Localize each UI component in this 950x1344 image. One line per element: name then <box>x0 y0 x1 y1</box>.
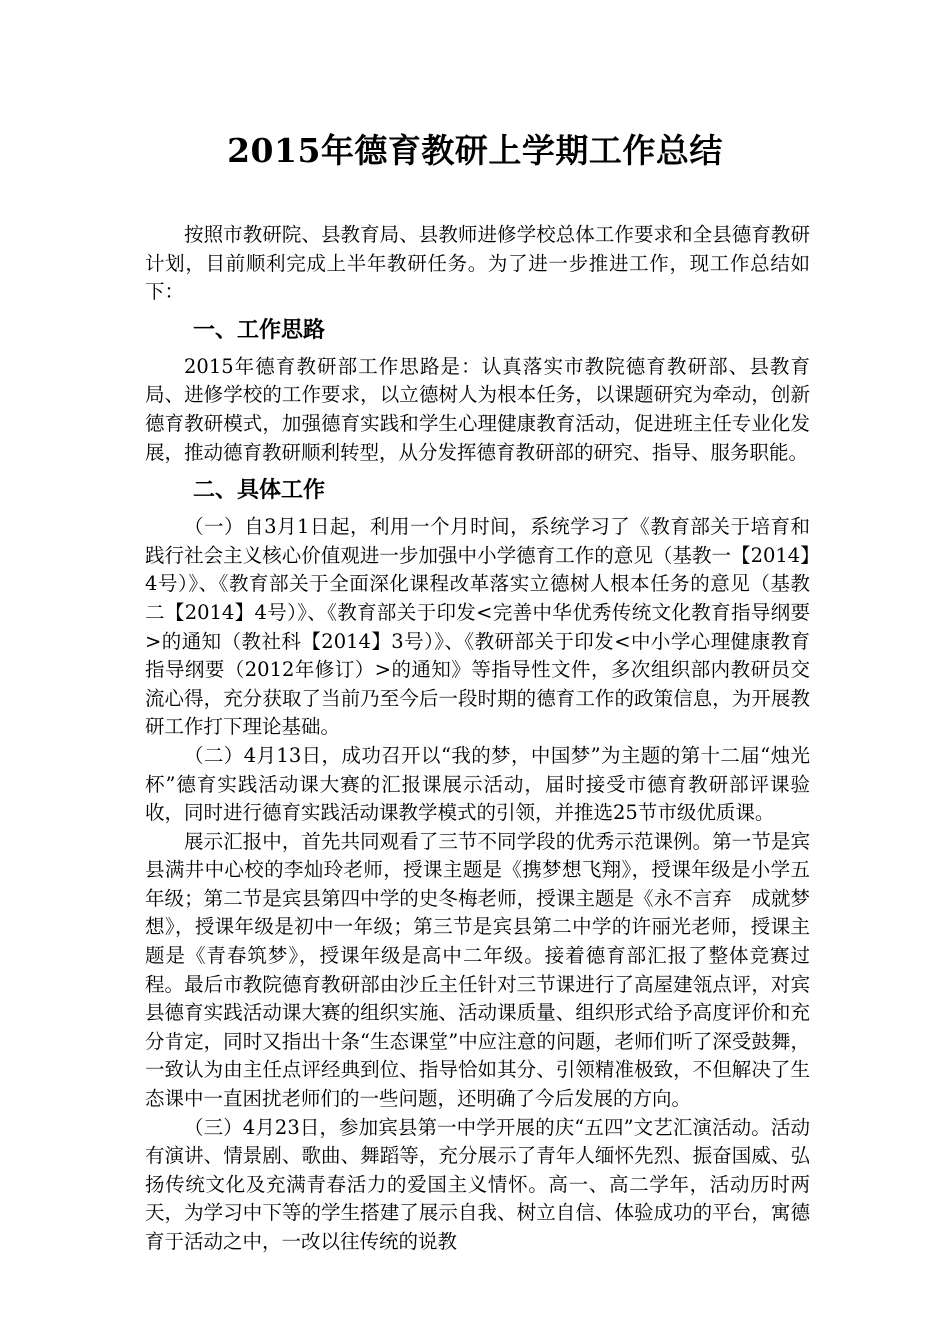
work-approach-paragraph: 2015年德育教研部工作思路是：认真落实市教院德育教研部、县教育局、进修学校的工作要求，以立德树人为根本任务，以课题研究为牵动，创新德育教研模式，加强德育实践和学生心理健康教育活动，促进班主任专业化发展，推动德育教研顺利转型，从分发挥德育教研部的研究、指导、服务职能。 <box>145 354 810 464</box>
specific-work-paragraph-4: （三）4月23日，参加宾县第一中学开展的庆“五四”文艺汇演活动。活动有演讲、情景剧、歌曲、舞蹈等，充分展示了青年人缅怀先烈、振奋国威、弘扬传统文化及充满青春活力的爱国主义情怀。高一、高二学年，活动历时两天，为学习中下等的学生搭建了展示自我、树立自信、体验成功的平台，寓德育于活动之中，一改以往传统的说教 <box>145 1115 810 1253</box>
document-body <box>145 221 810 1257</box>
section-heading-specific-work: 二、具体工作 <box>193 478 326 504</box>
specific-work-paragraph-3: 展示汇报中，首先共同观看了三节不同学段的优秀示范课例。第一节是宾县满井中心校的李灿玲老师，授课主题是《携梦想飞翔》，授课年级是小学五年级；第二节是宾县第四中学的史冬梅老师，授课主题是《永不言弃 成就梦想》，授课年级是初中一年级；第三节是宾县第二中学的许丽光老师，授课主题是《青春筑梦》，授课年级是高中二年级。接着德育部汇报了整体竞赛过程。最后市教院德育教研部由沙丘主任针对三节课进行了高屋建瓴点评，对宾县德育实践活动课大赛的组织实施、活动课质量、组织形式给予高度评价和充分肯定，同时又指出十条“生态课堂”中应注意的问题，老师们听了深受鼓舞，一致认为由主任点评经典到位、指导恰如其分、引领精准极致，不但解决了生态课中一直困扰老师们的一些问题，还明确了今后发展的方向。 <box>145 829 810 1111</box>
specific-work-paragraph-1: （一）自3月1日起，利用一个月时间，系统学习了《教育部关于培育和践行社会主义核心价值观进一步加强中小学德育工作的意见（基教一【2014】4号）》、《教育部关于全面深化课程改革落实立德树人根本任务的意见（基教二【2014】4号）》、《教育部关于印发<完善中华优秀传统文化教育指导纲要>的通知（教社科【2014】3号）》、《教研部关于印发<中小学心理健康教育指导纲要（2012年修订）>的通知》等指导性文件，多次组织部内教研员交流心得，充分获取了当前乃至今后一段时期的德育工作的政策信息，为开展教研工作打下理论基础。 <box>145 515 810 739</box>
section-heading-work-approach: 一、工作思路 <box>193 317 326 343</box>
intro-paragraph: 按照市教研院、县教育局、县教师进修学校总体工作要求和全县德育教研计划，目前顺利完成上半年教研任务。为了进一步推进工作，现工作总结如下： <box>145 223 810 304</box>
document-title: 2015年德育教研上学期工作总结 <box>227 131 723 170</box>
specific-work-paragraph-2: （二）4月13日，成功召开以“我的梦，中国梦”为主题的第十二届“烛光杯”德育实践活动课大赛的汇报课展示活动，届时接受市德育教研部评课验收，同时进行德育实践活动课教学模式的引领，并推选25节市级优质课。 <box>145 743 810 825</box>
